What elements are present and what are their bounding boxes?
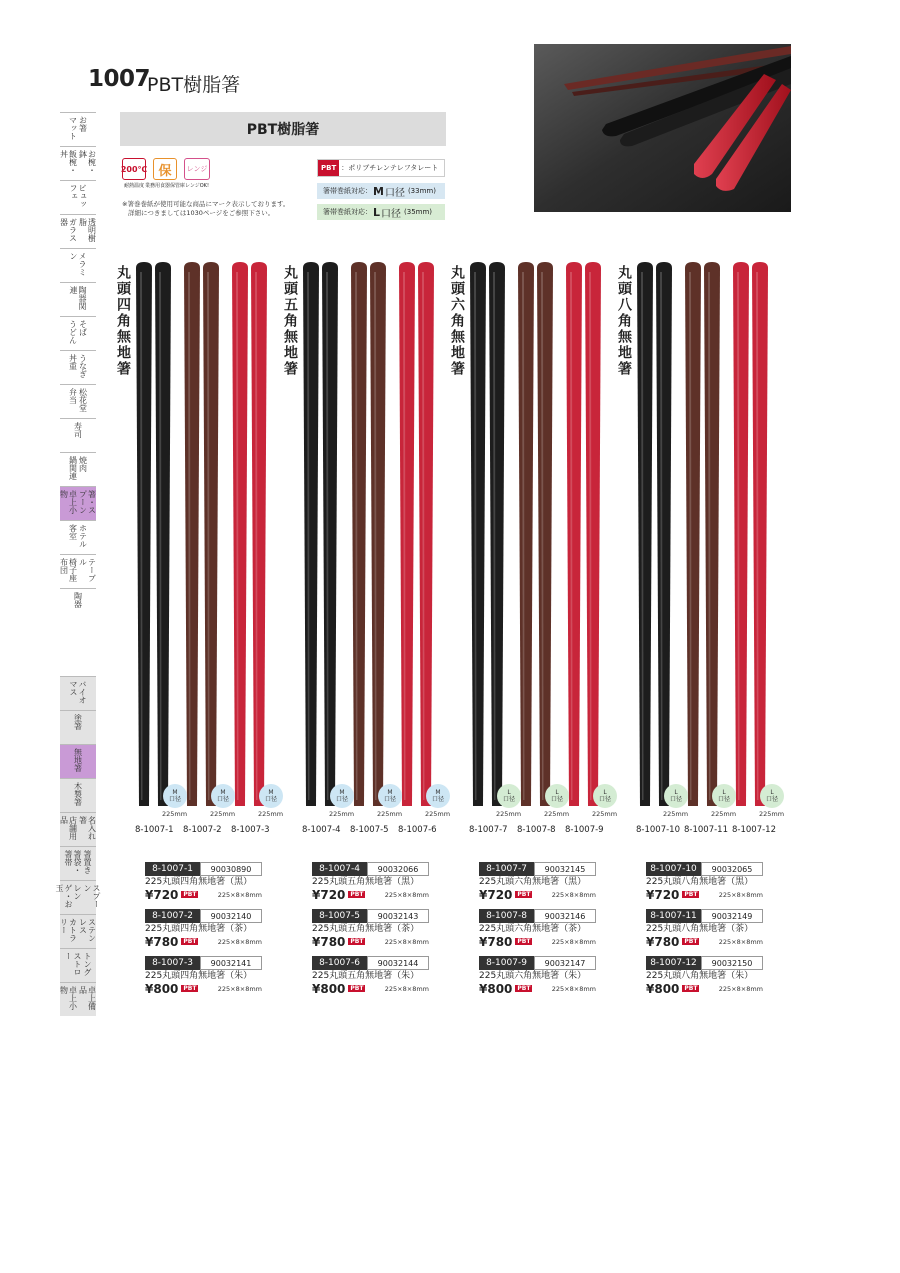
product-code: 8-1007-1 [145,862,200,876]
side-tab[interactable] [60,418,96,452]
chopstick [251,262,267,806]
pbt-badge: PBT [684,938,698,945]
product-price: ¥800 [145,981,179,996]
circle-caption: 口径 [168,796,181,803]
product-size: 225×8×8mm [718,890,763,899]
side-index-sub [55,676,101,1016]
product-size: 225×8×8mm [217,937,262,946]
side-tab-label: 卓上小物 [59,490,78,514]
item-code-label: 8-1007-8 [517,825,556,835]
product-code: 8-1007-2 [145,909,200,923]
side-tab-label: 木製箸 [73,782,83,806]
product-jan: 90032143 [367,909,429,923]
length-label: 225mm [711,810,737,818]
side-tab-label: 箸袋・箸帯 [64,850,82,874]
length-label: 225mm [258,810,284,818]
circle-caption: 口径 [264,796,277,803]
wrap-size-circle [497,784,521,808]
circle-caption: 口径 [669,796,682,803]
circle-size: M [220,789,226,796]
item-code-label: 8-1007-10 [636,825,680,835]
side-tab-label: ステンレス [78,918,97,942]
length-label: 225mm [544,810,570,818]
side-tab[interactable] [60,948,96,982]
product-name: 225丸頭五角無地箸（朱） [312,971,420,981]
chopstick [585,262,601,806]
product-size: 225×8×8mm [551,890,596,899]
product-code: 8-1007-5 [312,909,367,923]
product-entry [646,956,763,995]
pbt-badge: PBT [684,891,698,898]
side-tab-label: メラミン [69,252,87,276]
chopstick [637,262,653,806]
product-code: 8-1007-6 [312,956,367,970]
chopstick [303,262,319,806]
side-tab[interactable] [60,676,96,710]
side-tab[interactable] [60,778,96,812]
product-size: 225×8×8mm [217,890,262,899]
circle-size: L [722,789,726,796]
product-entry [145,909,262,948]
side-tab-label: ガラス器 [59,218,78,242]
pbt-badge: PBT [350,891,364,898]
chopstick [566,262,582,806]
wrap-size-circle [760,784,784,808]
chopstick [184,262,200,806]
product-price: ¥800 [479,981,513,996]
product-code: 8-1007-12 [646,956,701,970]
circle-size: L [507,789,511,796]
product-size: 225×8×8mm [551,984,596,993]
page-title: PBT樹脂箸 [147,74,241,96]
wrap-tag-prefix: 箸帯巻紙対応： [323,187,372,195]
product-price: ¥780 [312,934,346,949]
side-tab-label: お椀・鉢 [78,150,97,174]
product-jan: 90032065 [701,862,763,876]
wrap-size-circle [163,784,187,808]
side-tab-label: 名入れ箸 [78,816,97,840]
side-tab-label: 飯椀・丼 [59,150,78,174]
side-tab[interactable] [55,880,101,914]
chopstick [351,262,367,806]
product-jan: 90032144 [367,956,429,970]
side-index [60,112,96,622]
side-tab[interactable] [60,384,96,418]
chopstick [685,262,701,806]
product-name: 225丸頭六角無地箸（黒） [479,877,587,887]
product-name: 225丸頭四角無地箸（茶） [145,924,253,934]
side-tab-label: 陶器 [73,592,83,608]
wrap-size-circle [426,784,450,808]
side-tab-label: バイオマス [69,680,87,704]
product-code: 8-1007-9 [479,956,534,970]
chopstick [470,262,486,806]
circle-size: L [603,789,607,796]
material-tag [317,159,445,177]
side-tab[interactable] [60,710,96,744]
side-tab-label: 透明樹脂 [78,218,97,242]
range-mark-label: レンジ [186,165,208,173]
pbt-badge: PBT [684,985,698,992]
side-tab[interactable] [60,350,96,384]
side-tab-label: レンゲ・お玉 [55,884,82,908]
product-name: 225丸頭八角無地箸（黒） [646,877,754,887]
circle-caption: 口径 [431,796,444,803]
product-size: 225×8×8mm [384,890,429,899]
wrap-note [122,200,289,218]
circle-caption: 口径 [765,796,778,803]
side-tab[interactable] [60,146,96,180]
item-code-label: 8-1007-9 [565,825,604,835]
length-label: 225mm [162,810,188,818]
side-tab[interactable] [60,486,96,520]
wrap-tag-size: L [373,205,381,219]
item-code-label: 8-1007-2 [183,825,222,835]
side-tab-label: ビュッフェ [69,184,87,208]
circle-size: L [555,789,559,796]
side-tab-label: カトラリー [59,918,78,942]
wrap-note-line-2: 詳細につきましては1030ページをご参照下さい。 [128,209,275,217]
chopstick [399,262,415,806]
chopstick [752,262,768,806]
side-tab[interactable] [60,112,96,146]
product-entry [145,862,262,901]
length-label: 225mm [663,810,689,818]
side-tab-label: 箸・スプーン [78,490,97,514]
product-entry [312,862,429,901]
side-tab[interactable] [60,214,96,248]
circle-size: M [172,789,178,796]
chopstick [418,262,434,806]
product-price: ¥720 [145,887,179,902]
wrap-size-circle [712,784,736,808]
product-price: ¥720 [646,887,680,902]
side-tab-label: 丼重 [68,354,78,370]
product-name: 225丸頭八角無地箸（朱） [646,971,754,981]
side-tab-label: 弁当 [68,388,78,404]
chopstick [155,262,171,806]
page-number: 1007 [88,66,151,92]
heat-mark-caption: 耐熱温度 [123,183,144,189]
product-size: 225×8×8mm [384,984,429,993]
side-tab[interactable] [60,588,96,622]
product-price: ¥800 [312,981,346,996]
product-entry [312,956,429,995]
side-tab-label: 松花堂 [78,388,88,412]
product-price: ¥780 [479,934,513,949]
circle-caption: 口径 [717,796,730,803]
side-tab[interactable] [60,744,96,778]
wrap-tag-suffix: 口径 [384,187,405,199]
pbt-badge: PBT [517,985,531,992]
product-photo [534,44,791,212]
circle-size: M [339,789,345,796]
wrap-size-circle [378,784,402,808]
product-name: 225丸頭四角無地箸（朱） [145,971,253,981]
product-jan: 90032066 [367,862,429,876]
product-entry [646,909,763,948]
side-tab-label: お箸 [78,116,88,132]
product-entry [312,909,429,948]
side-tab-label: 無地箸 [73,748,83,772]
side-tab-label: うどん [68,320,78,344]
side-tab-label: テーブル [78,558,97,582]
product-entry [646,862,763,901]
circle-caption: 口径 [216,796,229,803]
product-size: 225×8×8mm [551,937,596,946]
keep-mark-label: 保 [158,163,172,179]
side-tab-label: 椅子座布団 [59,558,78,582]
wrap-size-circle [330,784,354,808]
range-mark-caption: レンジOK! [185,183,209,189]
side-tab[interactable] [60,812,96,846]
side-tab-label: そば [78,320,88,336]
product-name: 225丸頭五角無地箸（黒） [312,877,420,887]
circle-size: M [387,789,393,796]
wrap-tag-l [317,204,445,220]
product-code: 8-1007-3 [145,956,200,970]
side-tab[interactable] [60,180,96,214]
side-tab-label: 箸置き [83,850,92,874]
pbt-badge: PBT [183,985,197,992]
product-entry [479,909,596,948]
item-code-label: 8-1007-6 [398,825,437,835]
side-tab-label: 陶器関連 [69,286,87,310]
pbt-badge: PBT [350,938,364,945]
chopstick [518,262,534,806]
product-entry [479,862,596,901]
side-tab[interactable] [60,982,96,1016]
wrap-size-circle [593,784,617,808]
product-price: ¥780 [145,934,179,949]
length-label: 225mm [496,810,522,818]
circle-size: L [674,789,678,796]
side-tab-label: スプーン [83,884,101,908]
side-tab-label: マット [68,116,78,140]
product-jan: 90032145 [534,862,596,876]
side-tab[interactable] [60,248,96,282]
product-jan: 90030890 [200,862,262,876]
length-label: 225mm [377,810,403,818]
wrap-size-circle [664,784,688,808]
length-label: 225mm [592,810,618,818]
circle-caption: 口径 [550,796,563,803]
side-tab-label: 卓上小物 [59,986,78,1010]
item-code-label: 8-1007-11 [684,825,728,835]
side-tab-label: 鍋関連 [68,456,78,480]
product-size: 225×8×8mm [217,984,262,993]
heat-mark [122,158,146,180]
circle-caption: 口径 [335,796,348,803]
wrap-size-circle [211,784,235,808]
pbt-badge: PBT [350,985,364,992]
product-entry [145,956,262,995]
product-code: 8-1007-7 [479,862,534,876]
heat-mark-label: 200℃ [120,164,148,174]
product-entry [479,956,596,995]
group-name-1: 丸頭四角無地箸 [115,265,131,377]
circle-size: M [435,789,441,796]
chopstick [537,262,553,806]
product-size: 225×8×8mm [384,937,429,946]
product-name: 225丸頭四角無地箸（黒） [145,877,253,887]
section-title: PBT樹脂箸 [120,112,446,146]
chopstick [322,262,338,806]
product-jan: 90032141 [200,956,262,970]
wrap-tag-mm: (35mm) [404,208,433,216]
product-price: ¥720 [479,887,513,902]
wrap-note-line-1: ※箸巻巻紙が使用可能な商品にマーク表示しております。 [122,200,290,208]
side-tab[interactable] [60,452,96,486]
chopstick [203,262,219,806]
keep-mark [153,158,177,180]
pbt-badge: PBT [318,160,339,176]
wrap-tag-prefix: 箸帯巻紙対応： [323,208,372,216]
product-jan: 90032146 [534,909,596,923]
product-name: 225丸頭五角無地箸（茶） [312,924,420,934]
pbt-badge: PBT [183,891,197,898]
chopstick [733,262,749,806]
group-name-3: 丸頭六角無地箸 [449,265,465,377]
item-code-label: 8-1007-4 [302,825,341,835]
side-tab-label: 焼肉 [78,456,88,472]
group-name-2: 丸頭五角無地箸 [282,265,298,377]
pbt-badge: PBT [517,938,531,945]
side-tab-label: 客室 [68,524,78,540]
side-tab-label: トング [83,952,92,976]
product-name: 225丸頭六角無地箸（朱） [479,971,587,981]
chopstick [704,262,720,806]
product-price: ¥780 [646,934,680,949]
product-jan: 90032140 [200,909,262,923]
side-tab-label: うなぎ [78,354,88,378]
item-code-label: 8-1007-5 [350,825,389,835]
circle-size: L [770,789,774,796]
wrap-tag-suffix: 口径 [381,208,402,220]
circle-caption: 口径 [383,796,396,803]
side-tab-label: ストロー [64,952,82,976]
product-code: 8-1007-10 [646,862,701,876]
product-size: 225×8×8mm [718,937,763,946]
product-name: 225丸頭八角無地箸（茶） [646,924,754,934]
side-tab[interactable] [60,846,96,880]
chopsticks-illustration [100,250,780,820]
wrap-size-circle [545,784,569,808]
chopstick [489,262,505,806]
side-tab-label: 塗箸 [73,714,83,730]
circle-size: M [268,789,274,796]
wrap-tag-m [317,183,445,199]
side-tab[interactable] [60,914,96,948]
length-label: 225mm [759,810,785,818]
pbt-badge: PBT [517,891,531,898]
side-tab[interactable] [60,520,96,554]
wrap-tag-size: M [373,184,384,198]
keep-mark-caption: 業務用食器保管庫 [145,183,186,189]
side-tab[interactable] [60,316,96,350]
item-code-label: 8-1007-12 [732,825,776,835]
chopstick [370,262,386,806]
side-tab-label: 店舗用品 [59,816,78,840]
circle-caption: 口径 [502,796,515,803]
product-code: 8-1007-8 [479,909,534,923]
item-code-label: 8-1007-3 [231,825,270,835]
circle-caption: 口径 [598,796,611,803]
material-text: ：ポリブチレンテレフタレート [341,164,439,172]
side-tab[interactable] [60,282,96,316]
chopstick [232,262,248,806]
product-jan: 90032149 [701,909,763,923]
side-tab-label: 卓上備品 [78,986,97,1010]
range-mark [184,158,210,180]
product-code: 8-1007-11 [646,909,701,923]
product-code: 8-1007-4 [312,862,367,876]
chopstick [656,262,672,806]
item-code-label: 8-1007-1 [135,825,174,835]
group-name-4: 丸頭八角無地箸 [616,265,632,377]
side-tab[interactable] [60,554,96,588]
product-size: 225×8×8mm [718,984,763,993]
wrap-size-circle [259,784,283,808]
length-label: 225mm [210,810,236,818]
length-label: 225mm [329,810,355,818]
product-price: ¥720 [312,887,346,902]
wrap-tag-mm: (33mm) [407,187,436,195]
product-jan: 90032147 [534,956,596,970]
item-code-label: 8-1007-7 [469,825,508,835]
side-tab-label: ホテル [78,524,88,548]
length-label: 225mm [425,810,451,818]
product-jan: 90032150 [701,956,763,970]
chopstick [136,262,152,806]
product-name: 225丸頭六角無地箸（茶） [479,924,587,934]
pbt-badge: PBT [183,938,197,945]
product-price: ¥800 [646,981,680,996]
side-tab-label: 寿司 [73,422,83,438]
